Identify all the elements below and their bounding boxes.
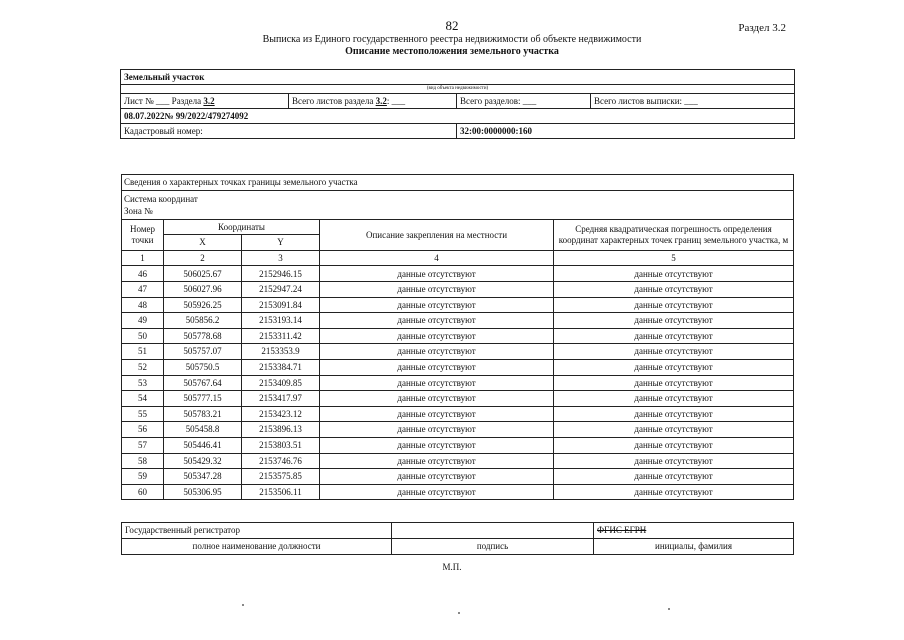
col-desc: Описание закрепления на местности (320, 219, 554, 250)
table-row (122, 359, 794, 375)
total-sheets-suffix: : ___ (386, 95, 406, 106)
point-error: данные отсутствуют (554, 437, 794, 453)
point-number: 58 (122, 453, 164, 469)
point-description: данные отсутствуют (320, 328, 554, 344)
point-number: 56 (122, 422, 164, 438)
idx-3: 3 (242, 250, 320, 266)
registrar-org: ФГИС ЕГРН (594, 523, 794, 539)
point-description: данные отсутствуют (320, 453, 554, 469)
point-y: 2153384.71 (242, 359, 320, 375)
point-description: данные отсутствуют (320, 297, 554, 313)
point-x: 505767.64 (164, 375, 242, 391)
point-y: 2153193.14 (242, 313, 320, 329)
point-error: данные отсутствуют (554, 422, 794, 438)
point-error: данные отсутствуют (554, 484, 794, 500)
point-description: данные отсутствуют (320, 484, 554, 500)
coord-system-cell (122, 190, 794, 219)
point-error: данные отсутствуют (554, 375, 794, 391)
point-description: данные отсутствуют (320, 281, 554, 297)
scan-speck (668, 608, 670, 610)
total-sections: Всего разделов: ___ (457, 94, 591, 109)
point-number: 60 (122, 484, 164, 500)
point-number: 55 (122, 406, 164, 422)
point-x: 505306.95 (164, 484, 242, 500)
point-error: данные отсутствуют (554, 281, 794, 297)
col-number: Номер точки (122, 219, 164, 250)
table-row (122, 469, 794, 485)
total-sheets-cell (289, 94, 457, 109)
table-row (122, 266, 794, 282)
point-number: 49 (122, 313, 164, 329)
stamp-place: М.П. (442, 562, 462, 572)
scan-speck (458, 612, 460, 614)
table-row (122, 313, 794, 329)
point-number: 52 (122, 359, 164, 375)
object-info-table (120, 69, 795, 139)
point-error: данные отсутствуют (554, 344, 794, 360)
idx-4: 4 (320, 250, 554, 266)
table-row (122, 422, 794, 438)
point-error: данные отсутствуют (554, 469, 794, 485)
caption-name: инициалы, фамилия (594, 539, 794, 555)
point-x: 505856.2 (164, 313, 242, 329)
point-number: 46 (122, 266, 164, 282)
point-error: данные отсутствуют (554, 359, 794, 375)
point-description: данные отсутствуют (320, 359, 554, 375)
signature-field (392, 523, 594, 539)
idx-2: 2 (164, 250, 242, 266)
point-error: данные отсутствуют (554, 328, 794, 344)
point-description: данные отсутствуют (320, 375, 554, 391)
point-y: 2153353.9 (242, 344, 320, 360)
point-description: данные отсутствуют (320, 391, 554, 407)
point-y: 2153311.42 (242, 328, 320, 344)
idx-5: 5 (554, 250, 794, 266)
points-title: Сведения о характерных точках границы земельного участка (122, 175, 794, 191)
point-y: 2153423.12 (242, 406, 320, 422)
object-type-caption: (вид объекта недвижимости) (121, 85, 795, 94)
document-subtitle: Описание местоположения земельного участка (345, 46, 559, 57)
sheet-label: Лист № ___ Раздела (124, 95, 202, 106)
point-number: 51 (122, 344, 164, 360)
table-row (122, 437, 794, 453)
point-description: данные отсутствуют (320, 422, 554, 438)
point-y: 2153746.76 (242, 453, 320, 469)
date-number: 08.07.2022№ 99/2022/479274092 (121, 109, 795, 124)
idx-1: 1 (122, 250, 164, 266)
point-x: 506025.67 (164, 266, 242, 282)
cadastral-label: Кадастровый номер: (121, 124, 457, 139)
total-sheets-label: Всего листов раздела (292, 95, 374, 106)
scan-speck (242, 604, 244, 606)
point-y: 2153575.85 (242, 469, 320, 485)
point-error: данные отсутствуют (554, 453, 794, 469)
point-y: 2153091.84 (242, 297, 320, 313)
point-x: 505783.21 (164, 406, 242, 422)
point-y: 2153409.85 (242, 375, 320, 391)
boundary-points-table (121, 174, 794, 500)
table-row (122, 344, 794, 360)
zone: Зона № (124, 205, 153, 216)
page-number: 82 (445, 18, 459, 33)
point-y: 2153417.97 (242, 391, 320, 407)
point-number: 59 (122, 469, 164, 485)
point-x: 505757.07 (164, 344, 242, 360)
point-y: 2153506.11 (242, 484, 320, 500)
point-number: 54 (122, 391, 164, 407)
point-x: 506027.96 (164, 281, 242, 297)
point-x: 505926.25 (164, 297, 242, 313)
point-error: данные отсутствуют (554, 266, 794, 282)
cadastral-value: 32:00:0000000:160 (457, 124, 795, 139)
point-number: 50 (122, 328, 164, 344)
signature-table (121, 522, 794, 555)
table-row (122, 484, 794, 500)
point-error: данные отсутствуют (554, 391, 794, 407)
point-x: 505429.32 (164, 453, 242, 469)
point-description: данные отсутствуют (320, 266, 554, 282)
table-row (122, 328, 794, 344)
col-coords: Координаты (164, 219, 320, 235)
table-row (122, 391, 794, 407)
point-y: 2153896.13 (242, 422, 320, 438)
table-row (122, 406, 794, 422)
point-description: данные отсутствуют (320, 437, 554, 453)
point-description: данные отсутствуют (320, 344, 554, 360)
point-error: данные отсутствуют (554, 406, 794, 422)
object-type: Земельный участок (121, 70, 795, 85)
point-x: 505777.15 (164, 391, 242, 407)
point-x: 505347.28 (164, 469, 242, 485)
point-y: 2152947.24 (242, 281, 320, 297)
sheet-section: 3.2 (203, 95, 215, 106)
registrar-position: Государственный регистратор (122, 523, 392, 539)
col-x: X (164, 235, 242, 251)
total-sheets-section: 3.2 (375, 95, 387, 106)
point-x: 505446.41 (164, 437, 242, 453)
document-title: Выписка из Единого государственного реестра недвижимости об объекте недвижимости (262, 34, 642, 45)
point-number: 57 (122, 437, 164, 453)
point-description: данные отсутствуют (320, 469, 554, 485)
table-row (122, 375, 794, 391)
caption-signature: подпись (392, 539, 594, 555)
col-error: Средняя квадратическая погрешность определения координат характерных точек границ земельного участка, м (554, 219, 794, 250)
table-row (122, 297, 794, 313)
caption-position: полное наименование должности (122, 539, 392, 555)
coord-system: Система координат (124, 193, 198, 204)
point-x: 505750.5 (164, 359, 242, 375)
table-row (122, 453, 794, 469)
point-error: данные отсутствуют (554, 313, 794, 329)
point-description: данные отсутствуют (320, 406, 554, 422)
sheet-number-cell (121, 94, 289, 109)
total-extract-sheets: Всего листов выписки: ___ (591, 94, 795, 109)
point-number: 48 (122, 297, 164, 313)
point-y: 2153803.51 (242, 437, 320, 453)
point-description: данные отсутствуют (320, 313, 554, 329)
point-x: 505458.8 (164, 422, 242, 438)
col-y: Y (242, 235, 320, 251)
point-x: 505778.68 (164, 328, 242, 344)
point-number: 53 (122, 375, 164, 391)
section-label: Раздел 3.2 (738, 22, 786, 34)
point-error: данные отсутствуют (554, 297, 794, 313)
point-y: 2152946.15 (242, 266, 320, 282)
table-row (122, 281, 794, 297)
point-number: 47 (122, 281, 164, 297)
